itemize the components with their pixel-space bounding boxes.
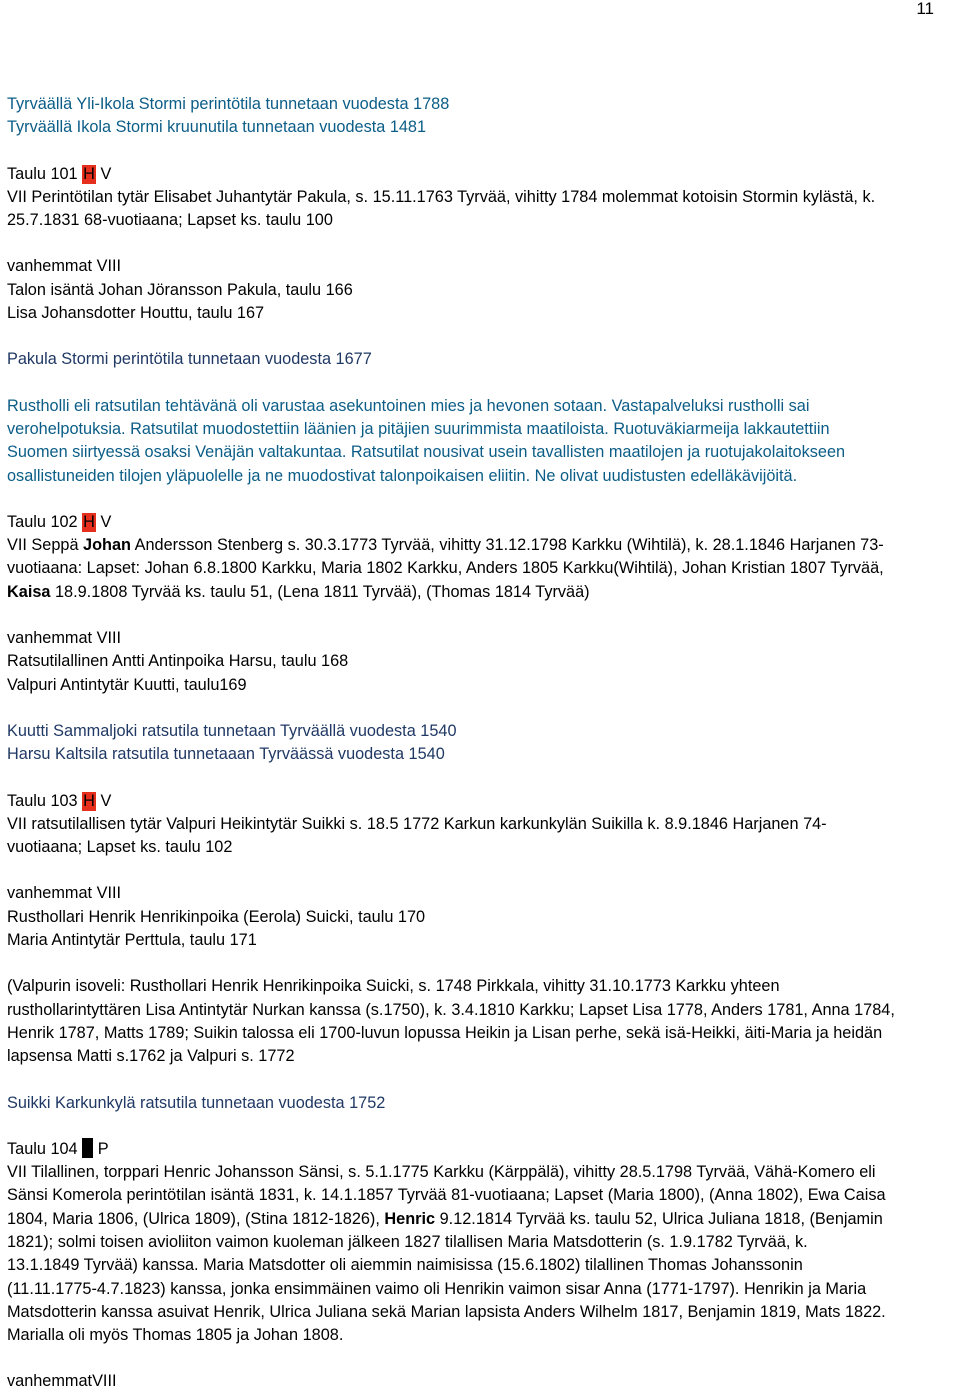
farm-note: Harsu Kaltsila ratsutila tunnetaaan Tyrväässä vuodesta 1540 bbox=[7, 745, 445, 764]
parent-line: Rusthollari Henrik Henrikinpoika (Eerola) Suicki, taulu 170 bbox=[7, 907, 426, 926]
history-line: Suomen siirtyessä osaksi Venäjän valtakuntaa. Ratsutilat nousivat usein tavallisten maatilojen ja ruotujakolaitokseen bbox=[7, 443, 846, 462]
intro-line: Tyrväällä Yli-Ikola Stormi perintötila tunnetaan vuodesta 1788 bbox=[7, 95, 450, 113]
history-line: verohelpotuksia. Ratsutilat muodostettiin läänien ja pitäjien suurimmista maatiloista. Ruotuväkiarmeija lakkautettiin bbox=[7, 419, 830, 438]
entry-line: Matsdotterin kanssa asuivat Henrik, Ulrica Juliana sekä Marian lapsista Anders Wilhelm 1817, Benjamin 1819, Mats 1822. bbox=[7, 1302, 886, 1321]
table-104-label: Taulu 104 bbox=[7, 1139, 78, 1158]
note-line: Henrik 1787, Matts 1789; Suikin talossa eli 1700-luvun lopussa Heikin ja Lisan perhe, sekä isä-Heikki, äiti-Maria ja heidän bbox=[7, 1023, 883, 1042]
highlighted-name: Johan bbox=[83, 536, 131, 555]
table-102-label: Taulu 102 bbox=[7, 512, 78, 531]
intro-block bbox=[7, 93, 955, 140]
farm-notes bbox=[7, 720, 955, 767]
parents-list bbox=[7, 279, 955, 326]
entry-line: 1821); solmi toisen avioliiton vaimon kuoleman jälkeen 1827 tilallisen Maria Matsdotterin (s. 1.9.1782 Tyrvää, k. bbox=[7, 1232, 808, 1251]
entry-line: VII ratsutilallisen tytär Valpuri Heikintytär Suikki s. 18.5 1772 Karkun karkunkylän Suikilla k. 8.9.1846 Harjanen 74- bbox=[7, 814, 827, 833]
parent-line: Talon isäntä Johan Jöransson Pakula, taulu 166 bbox=[7, 280, 353, 299]
entry-line: vuotiaana; Lapset ks. taulu 102 bbox=[7, 838, 233, 857]
parent-line: Lisa Johansdotter Houttu, taulu 167 bbox=[7, 304, 265, 323]
table-101-label: Taulu 101 bbox=[7, 164, 78, 183]
entry-line: Marialla oli myös Thomas 1805 ja Johan 1808. bbox=[7, 1326, 344, 1345]
table-101-entry bbox=[7, 186, 955, 233]
note-line: (Valpurin isoveli: Rusthollari Henrik Henrikinpoika Suicki, s. 1748 Pirkkala, vihitty 31.10.1773 Karkku yhteen bbox=[7, 977, 780, 996]
note-line: lapsensa Matti s.1762 ja Valpuri s. 1772 bbox=[7, 1047, 295, 1066]
parents-heading: vanhemmat VIII bbox=[7, 629, 122, 648]
farm-note: Kuutti Sammaljoki ratsutila tunnetaan Tyrväällä vuodesta 1540 bbox=[7, 721, 457, 740]
entry-line: 13.1.1849 Tyrvää) kanssa. Maria Matsdotter oli aiemmin naimisissa (15.6.1802) tilallinen Thomas Johanssonin bbox=[7, 1256, 803, 1275]
h-marker: H bbox=[83, 164, 95, 183]
entry-line bbox=[7, 1208, 955, 1231]
highlighted-name: Kaisa bbox=[7, 582, 51, 601]
parent-line: Maria Antintytär Perttula, taulu 171 bbox=[7, 931, 257, 950]
entry-text: 1804, Maria 1806, (Ulrica 1809), (Stina 1812-1826), bbox=[7, 1209, 385, 1228]
intro-line: Tyrväällä Ikola Stormi kruunutila tunnetaan vuodesta 1481 bbox=[7, 118, 427, 137]
page-number: 11 bbox=[916, 0, 934, 18]
entry-text: Andersson Stenberg s. 30.3.1773 Tyrvää, vihitty 31.12.1798 Karkku (Wihtilä), k. 28.1.1846 Harjanen 73- bbox=[131, 536, 884, 555]
parents-list bbox=[7, 906, 955, 953]
note-line: rusthollarintyttären Lisa Antintytär Nurkan kanssa (s.1750), k. 3.4.1810 Karkku; Lapset Lisa 1778, Anders 1781, Anna 1784, bbox=[7, 1000, 895, 1019]
history-note bbox=[7, 395, 955, 488]
table-103-heading bbox=[7, 790, 955, 813]
table-103-suffix: V bbox=[100, 791, 112, 810]
table-103-entry bbox=[7, 813, 955, 860]
farm-note: Suikki Karkunkylä ratsutila tunnetaan vuodesta 1752 bbox=[7, 1093, 386, 1112]
parents-list bbox=[7, 650, 955, 697]
entry-line bbox=[7, 581, 955, 604]
entry-text: 18.9.1808 Tyrvää ks. taulu 51, (Lena 1811 Tyrvää), (Thomas 1814 Tyrvää) bbox=[50, 582, 590, 601]
table-104-entry bbox=[7, 1161, 955, 1347]
entry-text: 9.12.1814 Tyrvää ks. taulu 52, Ulrica Juliana 1818, (Benjamin bbox=[435, 1209, 883, 1228]
entry-text: VII Seppä bbox=[7, 536, 84, 555]
farm-note: Pakula Stormi perintötila tunnetaan vuodesta 1677 bbox=[7, 350, 372, 369]
entry-line: VII Perintötilan tytär Elisabet Juhantytär Pakula, s. 15.11.1763 Tyrvää, vihitty 1784 molemmat kotoisin Stormin kylästä, k. bbox=[7, 187, 876, 206]
parent-line: Ratsutilallinen Antti Antinpoika Harsu, taulu 168 bbox=[7, 652, 349, 671]
table-103-label: Taulu 103 bbox=[7, 791, 78, 810]
p-marker bbox=[82, 1138, 93, 1158]
table-104-heading bbox=[7, 1138, 955, 1161]
table-102-entry bbox=[7, 534, 955, 604]
h-marker: H bbox=[83, 791, 95, 810]
parents-heading: vanhemmat VIII bbox=[7, 884, 122, 903]
parent-line: Valpuri Antintytär Kuutti, taulu169 bbox=[7, 675, 247, 694]
table-102-suffix: V bbox=[100, 512, 112, 531]
history-line: osallistuneiden tilojen yläpuolelle ja ne muodostivat talonpoikaisen eliitin. Ne olivat uudistusten edelläkävijöitä. bbox=[7, 466, 798, 485]
table-101-heading bbox=[7, 163, 955, 186]
entry-line: Sänsi Komerola perintötilan isäntä 1831, k. 14.1.1857 Tyrvää 81-vuotiaana; Lapset (Maria 1800), (Anna 1802), Ewa Caisa bbox=[7, 1186, 886, 1205]
table-104-suffix: P bbox=[97, 1139, 109, 1158]
entry-line bbox=[7, 534, 955, 557]
entry-line: 25.7.1831 68-vuotiaana; Lapset ks. taulu 100 bbox=[7, 211, 333, 230]
entry-line: vuotiaana: Lapset: Johan 6.8.1800 Karkku, Maria 1802 Karkku, Anders 1805 Karkku(Wihtilä), Johan Kristian 1807 Tyrvää, bbox=[7, 559, 884, 578]
sibling-note bbox=[7, 975, 955, 1068]
table-101-suffix: V bbox=[100, 164, 112, 183]
entry-line: (11.11.1775-4.7.1823) kanssa, jonka ensimmäinen vaimo oli Henrikin vaimon sisar Anna (1771-1797). Henrikin ja Maria bbox=[7, 1279, 867, 1298]
parents-heading: vanhemmat VIII bbox=[7, 257, 122, 276]
entry-line: VII Tilallinen, torppari Henric Johansson Sänsi, s. 5.1.1775 Karkku (Kärppälä), vihitty 28.5.1798 Tyrvää, Vähä-Komero eli bbox=[7, 1163, 876, 1182]
history-line: Rustholli eli ratsutilan tehtävänä oli varustaa asekuntoinen mies ja hevonen sotaan. Vastapalveluksi rustholli sai bbox=[7, 396, 810, 415]
document-body bbox=[7, 93, 955, 1394]
parents-heading: vanhemmatVIII bbox=[7, 1372, 117, 1391]
table-102-heading bbox=[7, 511, 955, 534]
highlighted-name: Henric bbox=[384, 1209, 436, 1228]
h-marker: H bbox=[83, 512, 95, 531]
